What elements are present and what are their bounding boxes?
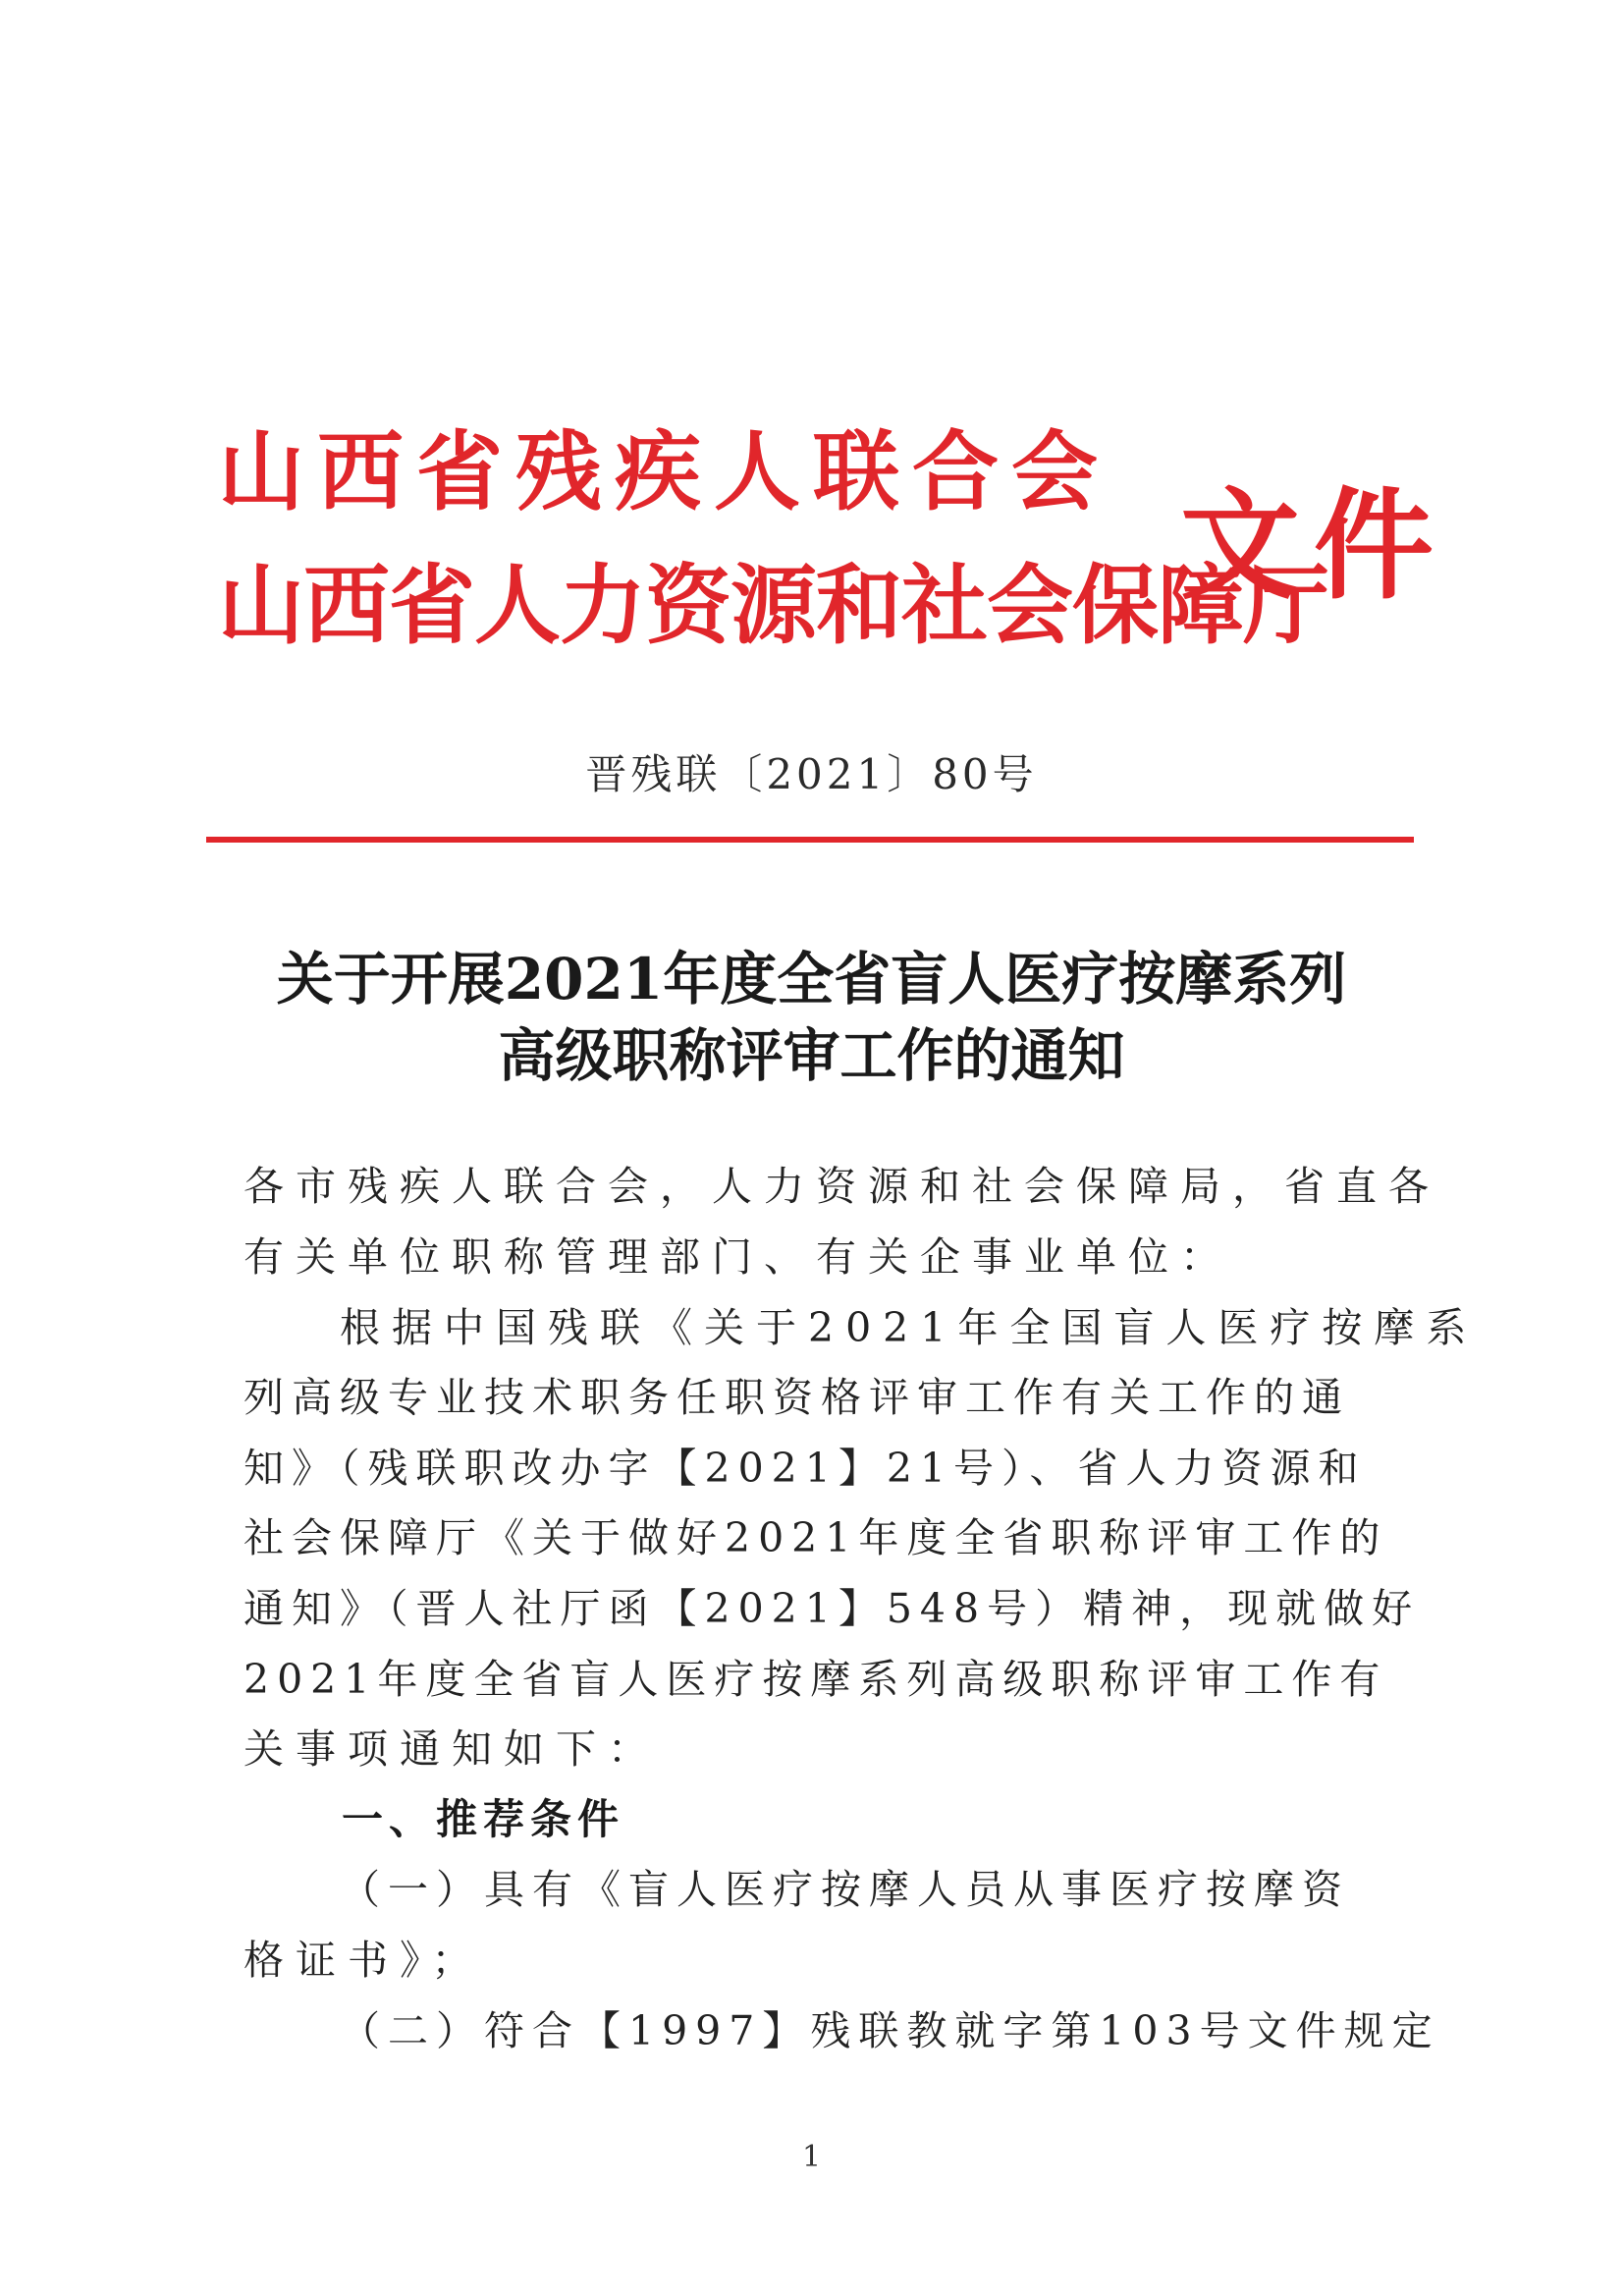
paragraph-line: 知》（残联职改办字【2021】21号）、省人力资源和 [243,1445,1367,1492]
paragraph-line: 根据中国残联《关于2021年全国盲人医疗按摩系 [340,1304,1479,1351]
document-title-line-2: 高级职称评审工作的通知 [498,1022,1125,1089]
paragraph-line: 通知》（晋人社厅函【2021】548号）精神，现就做好 [243,1585,1421,1632]
salutation-line-2: 有关单位职称管理部门、有关企事业单位： [243,1233,1232,1281]
section-heading: 一、推荐条件 [342,1795,625,1843]
item-2-line-1: （二）符合【1997】残联教就字第103号文件规定 [340,2007,1440,2054]
page-number: 1 [801,2140,822,2174]
paragraph-line: 社会保障厅《关于做好2021年度全省职称评审工作的 [243,1514,1388,1561]
paragraph-line: 2021年度全省盲人医疗按摩系列高级职称评审工作有 [243,1656,1388,1703]
issuer-line-2: 山西省人力资源和社会保障厅 [218,554,1329,656]
issuer-line-1: 山西省残疾人联合会 [218,420,1111,522]
document-number: 晋残联〔2021〕80号 [585,750,1038,798]
item-1-line-2: 格证书》； [243,1937,484,1984]
item-1-line-1: （一）具有《盲人医疗按摩人员从事医疗按摩资 [340,1866,1350,1913]
paragraph-line: 关事项通知如下： [243,1725,660,1773]
document-title-line-1: 关于开展2021年度全省盲人医疗按摩系列 [276,946,1347,1012]
issuer-header [218,420,1447,676]
salutation-line-1: 各市残疾人联合会，人力资源和社会保障局，省直各 [243,1163,1440,1210]
red-separator-line [206,837,1414,843]
document-type-word: 文件 [1180,474,1447,616]
paragraph-line: 列高级专业技术职务任职资格评审工作有关工作的通 [243,1374,1350,1421]
